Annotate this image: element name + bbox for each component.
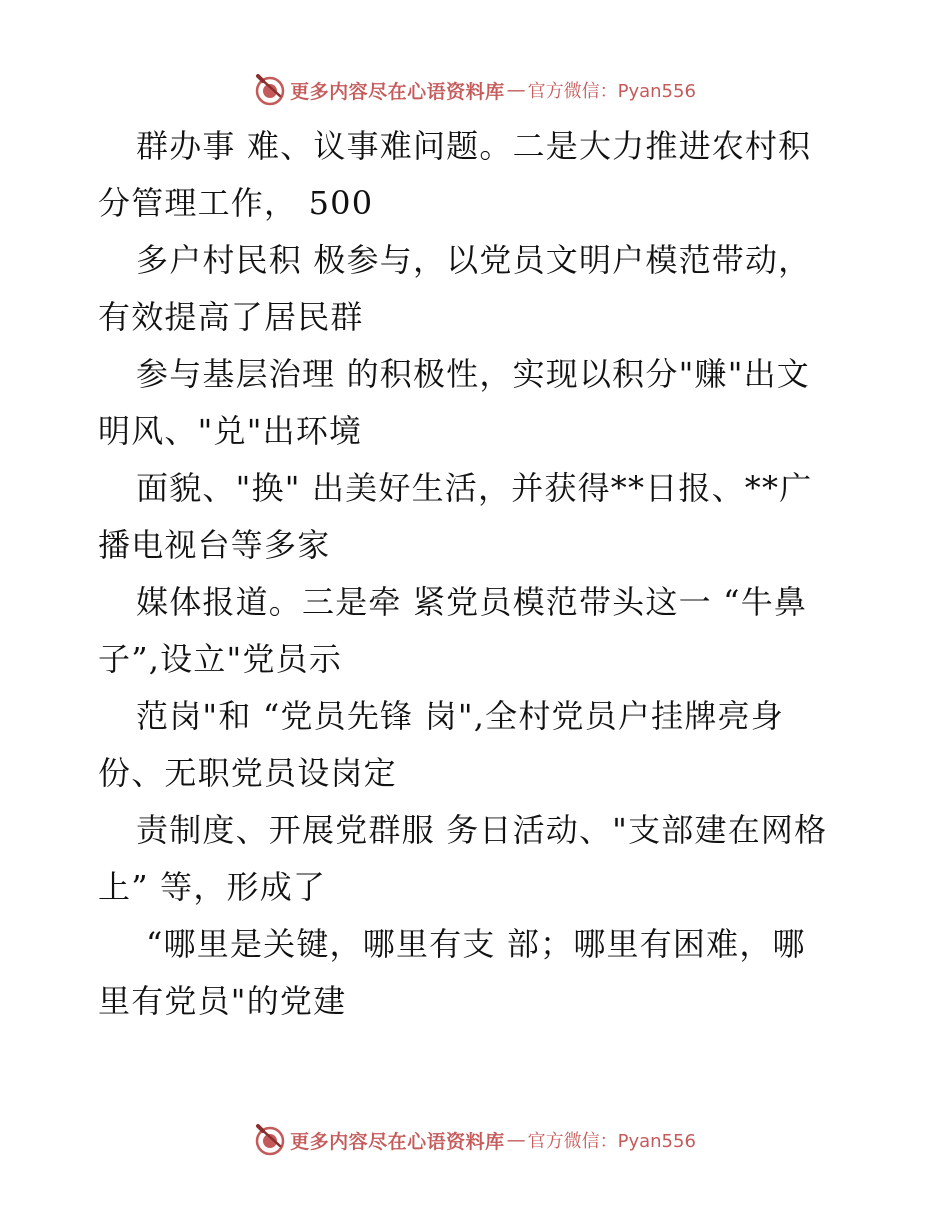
header-banner [0, 70, 950, 110]
seal-quill-icon [254, 74, 286, 106]
seal-quill-icon [254, 1124, 286, 1156]
footer-wechat-text: 官方微信：Pyan556 [527, 1131, 696, 1152]
body-line: 分管理工作， 500 [98, 184, 374, 222]
header-separator: — [506, 79, 526, 101]
body-line: 上” 等，形成了 [98, 868, 327, 906]
body-line: 播电视台等多家 [98, 526, 331, 564]
body-line: 参与基层治理 的积极性，实现以积分"赚"出文 [136, 355, 811, 393]
footer-brand-text: 更多内容尽在心语资料库 [290, 1130, 505, 1153]
body-line: 里有党员"的党建 [98, 982, 347, 1020]
body-line: 责制度、开展党群服 务日活动、"支部建在网格 [136, 811, 828, 849]
header-wechat-text: 官方微信：Pyan556 [527, 81, 696, 102]
body-line: 多户村民积 极参与，以党员文明户模范带动， [136, 241, 812, 279]
body-line: 明风、"兑"出环境 [98, 412, 363, 450]
body-line: 子”,设立"党员示 [98, 640, 343, 678]
body-line: 有效提高了居民群 [98, 298, 364, 336]
header-brand-text: 更多内容尽在心语资料库 [290, 80, 505, 103]
document-body [98, 118, 888, 1030]
body-line: 面貌、"换" 出美好生活，并获得**日报、**广 [136, 469, 813, 507]
footer-banner [0, 1120, 950, 1160]
body-line: 范岗"和 “党员先锋 岗",全村党员户挂牌亮身 [136, 697, 784, 735]
body-line: 群办事 难、议事难问题。二是大力推进农村积 [136, 127, 812, 165]
footer-separator: — [506, 1129, 526, 1151]
body-line: “哪里是关键，哪里有支 部；哪里有困难，哪 [146, 925, 806, 963]
body-line: 媒体报道。三是牵 紧党员模范带头这一 “牛鼻 [136, 583, 808, 621]
body-line: 份、无职党员设岗定 [98, 754, 397, 792]
